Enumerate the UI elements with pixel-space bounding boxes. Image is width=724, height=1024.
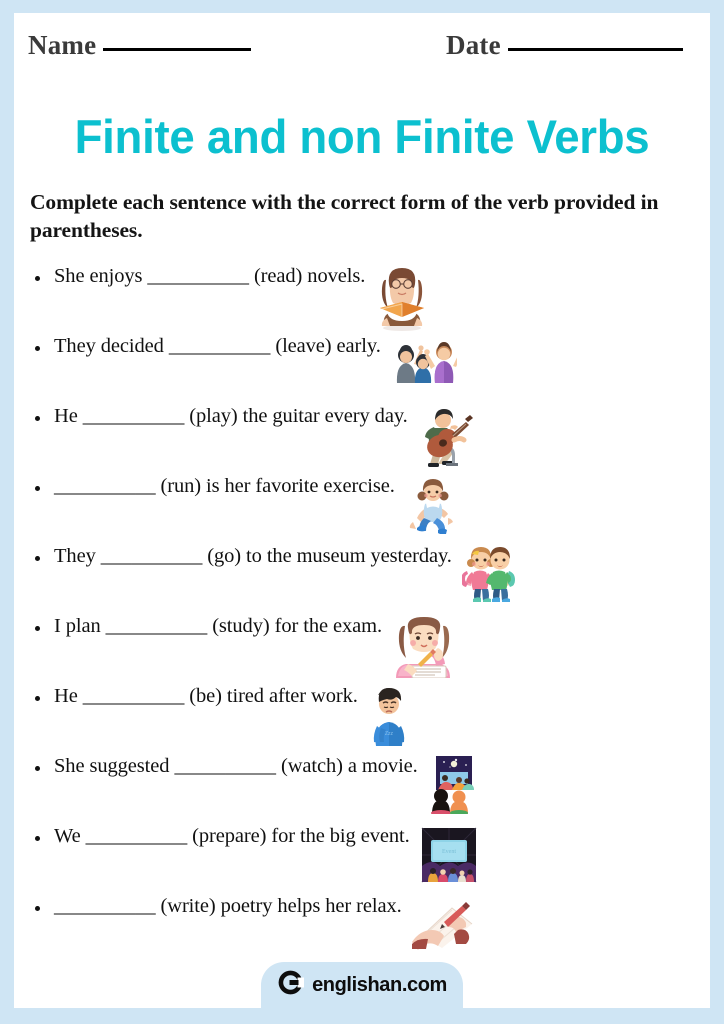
girl-running-icon — [405, 476, 461, 534]
question-text: He __________ (be) tired after work. — [54, 685, 358, 707]
page-title: Finite and non Finite Verbs — [74, 110, 650, 163]
bullet-icon — [35, 416, 40, 421]
question-text: They __________ (go) to the museum yesterday. — [54, 545, 452, 567]
two-children-walking-icon — [462, 546, 536, 602]
bullet-icon — [35, 836, 40, 841]
question-text: I plan __________ (study) for the exam. — [54, 615, 383, 637]
name-field-group — [28, 30, 251, 61]
list-item — [30, 406, 696, 476]
list-item — [30, 896, 696, 966]
name-date-row — [14, 13, 710, 75]
bullet-icon — [35, 906, 40, 911]
bullet-icon — [35, 766, 40, 771]
worksheet-sheet — [14, 13, 710, 1008]
instructions-text: Complete each sentence with the correct form of the verb provided in parentheses. — [30, 190, 659, 242]
tired-man-icon — [368, 686, 410, 746]
brand-name: englishan.com — [312, 973, 447, 996]
svg-text:Zzz: Zzz — [384, 731, 393, 737]
question-text: She enjoys __________ (read) novels. — [54, 265, 366, 287]
name-write-line[interactable] — [103, 48, 251, 51]
bullet-icon — [35, 346, 40, 351]
event-stage-icon — [420, 826, 478, 884]
list-item — [30, 616, 696, 686]
question-list — [30, 266, 696, 966]
list-item — [30, 756, 696, 826]
bullet-icon — [35, 626, 40, 631]
list-item — [30, 546, 696, 616]
man-playing-guitar-icon — [418, 406, 474, 468]
people-waving-goodbye-icon — [391, 336, 457, 384]
date-write-line[interactable] — [508, 48, 683, 51]
date-field-group — [446, 30, 683, 61]
hand-writing-icon — [412, 896, 474, 950]
list-item — [30, 686, 696, 756]
list-item — [30, 266, 696, 336]
bullet-icon — [35, 486, 40, 491]
girl-studying-icon — [392, 616, 456, 678]
svg-text:Event: Event — [441, 849, 456, 855]
list-item — [30, 826, 696, 896]
footer-brand-badge[interactable] — [261, 962, 463, 1008]
bullet-icon — [35, 696, 40, 701]
question-text: She suggested __________ (watch) a movie. — [54, 755, 418, 777]
question-text: __________ (run) is her favorite exercise. — [54, 475, 395, 497]
cinema-audience-icon — [428, 756, 476, 814]
list-item — [30, 336, 696, 406]
question-text: __________ (write) poetry helps her relax. — [54, 895, 402, 917]
bullet-icon — [35, 276, 40, 281]
date-label: Date — [446, 30, 501, 60]
question-text: We __________ (prepare) for the big event. — [54, 825, 410, 847]
girl-reading-book-icon — [375, 266, 429, 332]
list-item — [30, 476, 696, 546]
question-text: They decided __________ (leave) early. — [54, 335, 381, 357]
bullet-icon — [35, 556, 40, 561]
name-label: Name — [28, 30, 97, 60]
englishan-logo-icon — [277, 969, 304, 1001]
question-text: He __________ (play) the guitar every day. — [54, 405, 408, 427]
